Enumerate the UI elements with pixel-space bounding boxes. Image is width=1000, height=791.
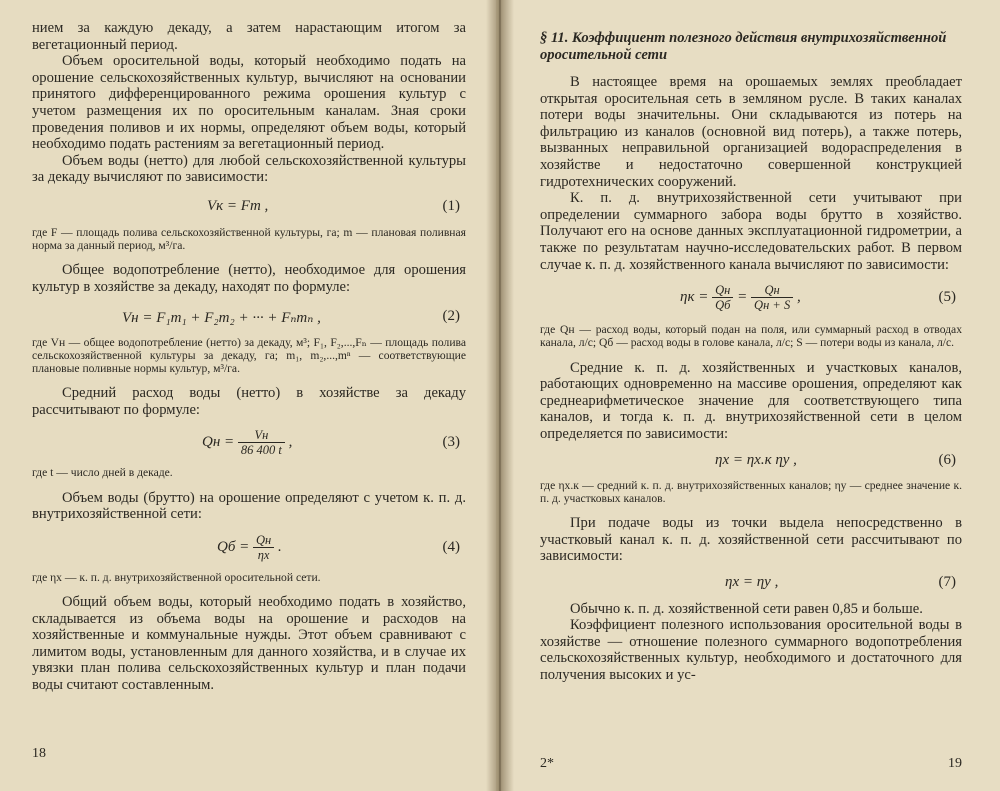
- fraction-denominator: Qн + S: [754, 298, 791, 313]
- formula-expression: Vн = F₁m₁ + F₂m₂ + ··· + Fₙmₙ ,: [122, 309, 321, 326]
- fraction-numerator: Qн: [712, 283, 733, 298]
- formula-2: [32, 300, 466, 332]
- formula-4: [32, 527, 466, 567]
- formula-number: (2): [442, 307, 460, 324]
- paragraph: Общий объем воды, который необходимо подать в хозяйство, складывается из объема воды на орошение и расходов на хозяйственные и коммунальные нужды. Этот объем сравнивают с лимитом воды, установленным для данного хозяйства, и в случае их увязки план полива сельскохозяйственных культур и план подачи воды считают составленным.: [32, 593, 466, 693]
- page-number: 18: [32, 746, 46, 761]
- formula-tail: .: [277, 538, 282, 555]
- formula-lhs: ηк =: [680, 289, 709, 306]
- formula-expression: Vк = Fm ,: [207, 197, 269, 214]
- formula-note: где F — площадь полива сельскохозяйственной культуры, га; m — плановая поливная норма за данный период, м³/га.: [32, 225, 466, 253]
- formula-number: (5): [938, 289, 956, 306]
- formula-tail: ,: [796, 289, 801, 306]
- paragraph: нием за каждую декаду, а затем нарастающим итогом за вегетационный период.: [32, 20, 466, 53]
- formula-7: [540, 569, 962, 597]
- fraction-numerator: Qн: [751, 283, 793, 298]
- left-page: [0, 0, 496, 791]
- paragraph: Коэффициент полезного использования оросительной воды в хозяйстве — отношение полезного суммарного водопотребления сельскохозяйственных культур, необходимого и достаточного для получения высоких и ус-: [540, 617, 962, 684]
- fraction: [712, 283, 733, 312]
- fraction-denominator: 86 400 t: [240, 443, 282, 458]
- formula-1: [32, 190, 466, 222]
- paragraph: При подаче воды из точки выдела непосредственно в участковый канал к. п. д. хозяйственной сети рассчитывают по зависимости:: [540, 514, 962, 565]
- formula-tail: ,: [288, 434, 293, 451]
- formula-6: [540, 447, 962, 475]
- fraction: [751, 283, 793, 312]
- paragraph: Общее водопотребление (нетто), необходимое для орошения культур в хозяйстве за декаду, находят по формуле:: [32, 262, 466, 295]
- paragraph: В настоящее время на орошаемых землях преобладает открытая оросительная сеть в земляном русле. В таких каналах потери воды значительны. Они складываются из потерь на фильтрацию из каналов (основной вид потерь), а также потерь, вызванных неправильной организацией водораспределения в хозяйстве и недостаточно совершенной конструкцией гидротехнических сооружений.: [540, 74, 962, 190]
- section-heading: § 11. Коэффициент полезного действия внутрихозяйственной оросительной сети: [540, 30, 947, 63]
- formula-eq: =: [737, 289, 748, 306]
- book-gutter: [486, 0, 514, 791]
- fraction-denominator: Qб: [715, 298, 731, 313]
- paragraph: Средний расход воды (нетто) в хозяйстве за декаду рассчитывают по формуле:: [32, 385, 466, 418]
- paragraph: Средние к. п. д. хозяйственных и участковых каналов, работающих одновременно на массиве орошения, определяют как среднеарифметическое значение для соответствующего типа каналов, и тогда к. п. д. внутрихозяйственной сети в целом определяется по зависимости:: [540, 359, 962, 442]
- formula-lhs: Qн =: [202, 434, 235, 451]
- paragraph: Объем воды (брутто) на орошение определяют с учетом к. п. д. внутрихозяйственной сети:: [32, 489, 466, 523]
- signature-mark: 2*: [540, 756, 554, 771]
- formula-expression: [680, 283, 801, 312]
- formula-note: где Vн — общее водопотребление (нетто) за декаду, м³; F₁, F₂,...,Fₙ — площадь полива сельскохозяйственной культуры за декаду, га; m₁, m₂,...,mⁿ — соответствующие плановые поливные нормы культур, м³/га.: [32, 335, 466, 375]
- formula-note: где ηх.к — средний к. п. д. внутрихозяйственных каналов; ηу — среднее значение к. п. д. участковых каналов.: [540, 478, 962, 505]
- paragraph: К. п. д. внутрихозяйственной сети учитывают при определении суммарного забора воды брутто в хозяйство. Получают его на основе данных эксплуатационной гидрометрии, а также по результатам научно-исследовательских работ. В первом случае к. п. д. хозяйственного канала вычисляют по зависимости:: [540, 190, 962, 273]
- paragraph: Объем воды (нетто) для любой сельскохозяйственной культуры за декаду вычисляют по зависимости:: [32, 152, 466, 186]
- fraction: [253, 533, 274, 562]
- fraction: [238, 428, 285, 457]
- formula-number: (7): [938, 573, 956, 590]
- formula-expression: ηх = ηу ,: [725, 573, 779, 590]
- paragraph: Обычно к. п. д. хозяйственной сети равен 0,85 и больше.: [570, 600, 923, 617]
- formula-number: (6): [938, 451, 956, 468]
- page-number: 19: [948, 756, 962, 771]
- formula-number: (1): [442, 197, 460, 214]
- fraction-numerator: Qн: [253, 533, 274, 548]
- formula-5: [540, 277, 962, 319]
- paragraph: Объем оросительной воды, который необходимо подать на орошение сельскохозяйственных культур, вычисляют на основании принятого дифференцированного режима орошения культур с учетом размещения их по оросительным каналам. Зная сроки проведения поливов и их нормы, определяют объем воды, который необходимо подать растениям за вегетационный период.: [32, 53, 466, 153]
- formula-note: где ηх — к. п. д. внутрихозяйственной оросительной сети.: [32, 570, 321, 584]
- formula-number: (4): [442, 538, 460, 555]
- formula-expression: ηх = ηх.к ηу ,: [715, 451, 797, 468]
- formula-note: где t — число дней в декаде.: [32, 466, 173, 480]
- formula-number: (3): [442, 434, 460, 451]
- formula-expression: [202, 428, 292, 457]
- right-page: [500, 0, 1000, 791]
- formula-lhs: Qб =: [217, 538, 250, 555]
- formula-note: где Qн — расход воды, который подан на поля, или суммарный расход в отводах канала, л/с; Qб — расход воды в голове канала, л/с; S — потери воды из канала, л/с.: [540, 323, 962, 350]
- fraction-denominator: ηх: [257, 547, 270, 562]
- formula-expression: [217, 533, 282, 562]
- formula-3: [32, 422, 466, 462]
- fraction-numerator: Vн: [238, 428, 285, 443]
